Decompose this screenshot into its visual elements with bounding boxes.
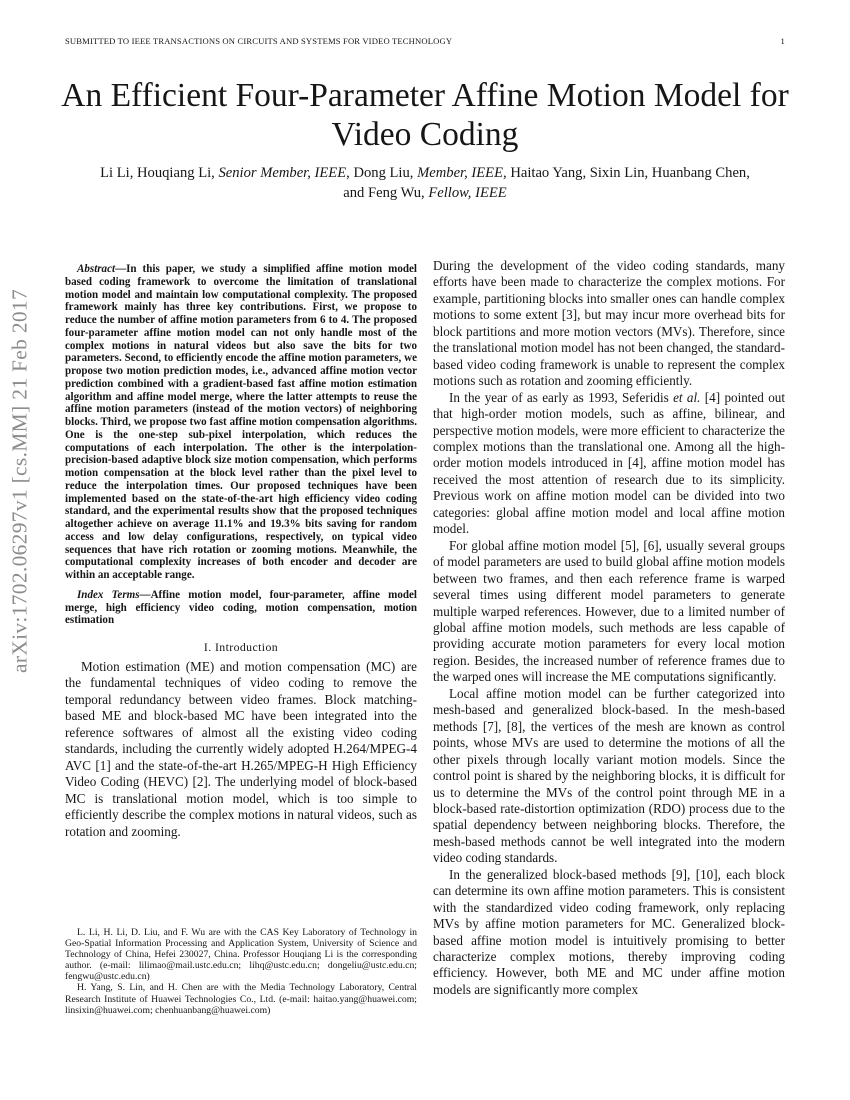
index-terms-label: Index Terms: [77, 588, 140, 601]
page-number: 1: [780, 36, 785, 46]
right-paragraph-3: For global affine motion model [5], [6], usually several groups of model parameters are used to build global affine motion models between two frames, and then each reference frame is warped several times using different model parameters to generate multiple warped references. However, due to a limited number of global affine motion models, such methods are less capable of providing accurate motion parameters for every local motion region. Besides, the increased number of reference frames due to the warped ones will increase the ME computations significantly.: [433, 537, 785, 685]
paper-title: An Efficient Four-Parameter Affine Motion Model for Video Coding: [61, 77, 789, 153]
section-heading-introduction: I. Introduction: [203, 640, 279, 654]
arxiv-sidebar: [5, 282, 35, 680]
author-role-fellow: Fellow, IEEE: [428, 185, 507, 201]
author-role-member: Member, IEEE: [417, 165, 504, 181]
right-column: [433, 258, 785, 998]
footnotes: [65, 927, 417, 1016]
running-title: SUBMITTED TO IEEE TRANSACTIONS ON CIRCUITS AND SYSTEMS FOR VIDEO TECHNOLOGY: [65, 36, 453, 46]
abstract-text: —In this paper, we study a simplified affine motion model based coding framework to overcome the limitation of translational motion model and maintain low computational complexity. The proposed framework mainly has three key contributions. First, we propose to reduce the number of affine motion parameters from 6 to 4. The proposed four-parameter affine motion model can not only handle most of the complex motions in natural videos but also save the bits for two parameters. Second, to efficiently encode the affine motion parameters, we propose two motion prediction modes, i.e., advanced affine motion vector prediction combined with a gradient-based fast affine motion estimation algorithm and affine model merge, where the latter attempts to reuse the affine motion parameters (instead of the motion vectors) of neighboring blocks. Third, we propose two fast affine motion compensation algorithms. One is the one-step sub-pixel interpolation, which reduces the computations of each interpolation. The other is the interpolation-precision-based adaptive block size motion compensation, which performs motion compensation at the block level rather than the pixel level to reduce the interpolation times. Our proposed techniques have been implemented based on the state-of-the-art high efficiency video coding standard, and the experimental results show that the proposed techniques altogether achieve on average 11.1% and 19.3% bits saving for random access and low delay configurations, respectively, on typical video sequences that have rich rotation or zooming motions. Meanwhile, the computational complexity increases of both encoder and decoder are within an acceptable range.: [65, 263, 417, 581]
right-p2-etal: et al.: [673, 389, 701, 405]
footnote-affiliation-ustc: L. Li, H. Li, D. Liu, and F. Wu are with the CAS Key Laboratory of Technology in Geo-Spatial Information Processing and Application System, University of Science and Technology of China, Hefei 230027, China. Professor Houqiang Li is the corresponding author. (e-mail: lilimao@mail.ustc.edu.cn; lihq@ustc.edu.cn; dongeliu@ustc.edu.cn; fengwu@ustc.edu.cn): [65, 927, 417, 983]
right-paragraph-1: During the development of the video coding standards, many efforts have been made to characterize the complex motions. For example, partitioning blocks into smaller ones can handle complex motions to some extent [3], but may incur more overhead bits for block partitions and more motion vectors (MVs). Therefore, since the translational motion model has not been changed, the standard-based video coding framework is unable to represent the complex motions such as rotation and zooming efficiently.: [433, 258, 785, 389]
right-paragraph-2: [433, 390, 785, 538]
author-role-senior: Senior Member, IEEE: [218, 165, 347, 181]
right-paragraph-5: In the generalized block-based methods [9], [10], each block can determine its own affine motion parameters. This is consistent with the standardized video coding framework, only replacing MVs by affine motion parameters for MC. Generalized block-based affine motion model is intuitively promising to better characterize complex motions, thereby improving coding efficiency. However, both ME and MC under affine motion models are significantly more complex: [433, 866, 785, 997]
left-column: [65, 263, 417, 840]
author-list: [60, 163, 790, 203]
right-p2-pre: In the year of as early as 1993, Seferidis: [449, 389, 674, 405]
right-paragraph-4: Local affine motion model can be further categorized into mesh-based and generalized block-based. In the mesh-based methods [7], [8], the vertices of the mesh are known as control points, whose MVs are used to determine the motions of all the other pixels through locally variant motion models. Since the control point is shared by the neighboring blocks, it is difficult for us to determine the MVs of the control point through ME in a block-based rate-distortion optimization (RDO) process due to the spatial dependency between neighboring blocks. Therefore, the mesh-based methods cannot be well integrated into the modern video coding standards.: [433, 685, 785, 866]
authors-line2-prefix: and Feng Wu,: [343, 185, 429, 201]
footnote-affiliation-huawei: H. Yang, S. Lin, and H. Chen are with the Media Technology Laboratory, Central Research Institute of Huawei Technologies Co., Ltd. (e-mail: haitao.yang@huawei.com; linsixin@huawei.com; chenhuanbang@huawei.com): [65, 982, 417, 1016]
index-terms: [65, 589, 417, 627]
abstract-label: Abstract: [77, 263, 116, 275]
index-terms-text: —Affine motion model, four-parameter, affine model merge, high efficiency video coding, motion compensation, motion estimation: [65, 588, 417, 627]
running-header: [65, 36, 785, 48]
authors-line1-prefix: Li Li, Houqiang Li,: [100, 165, 219, 181]
authors-line1-mid: , Dong Liu,: [346, 165, 418, 181]
abstract: [65, 263, 417, 582]
arxiv-stamp: arXiv:1702.06297v1 [cs.MM] 21 Feb 2017: [7, 288, 32, 674]
authors-line1-suffix: , Haitao Yang, Sixin Lin, Huanbang Chen,: [503, 165, 750, 181]
right-p2-post: [4] pointed out that high-order motion models, such as affine, bilinear, and perspective motion models, were more efficient to characterize the complex motions than the translational one. Among all the high-order motion models introduced in [4], affine motion model has received the most attention of research due to its simplicity. Previous work on affine motion model can be divided into two categories: global affine motion model and local affine motion model.: [433, 389, 785, 537]
intro-paragraph-1: Motion estimation (ME) and motion compensation (MC) are the fundamental techniques of video coding to remove the temporal redundancy between video frames. Block matching-based ME and block-based MC have been integrated into the reference softwares of almost all the existing video coding standards, including the currently widely adopted H.264/MPEG-4 AVC [1] and the state-of-the-art H.265/MPEG-H High Efficiency Video Coding (HEVC) [2]. The underlying model of block-based MC is translational motion model, which is too simple to efficiently describe the complex motions in natural videos, such as rotation and zooming.: [65, 659, 417, 839]
